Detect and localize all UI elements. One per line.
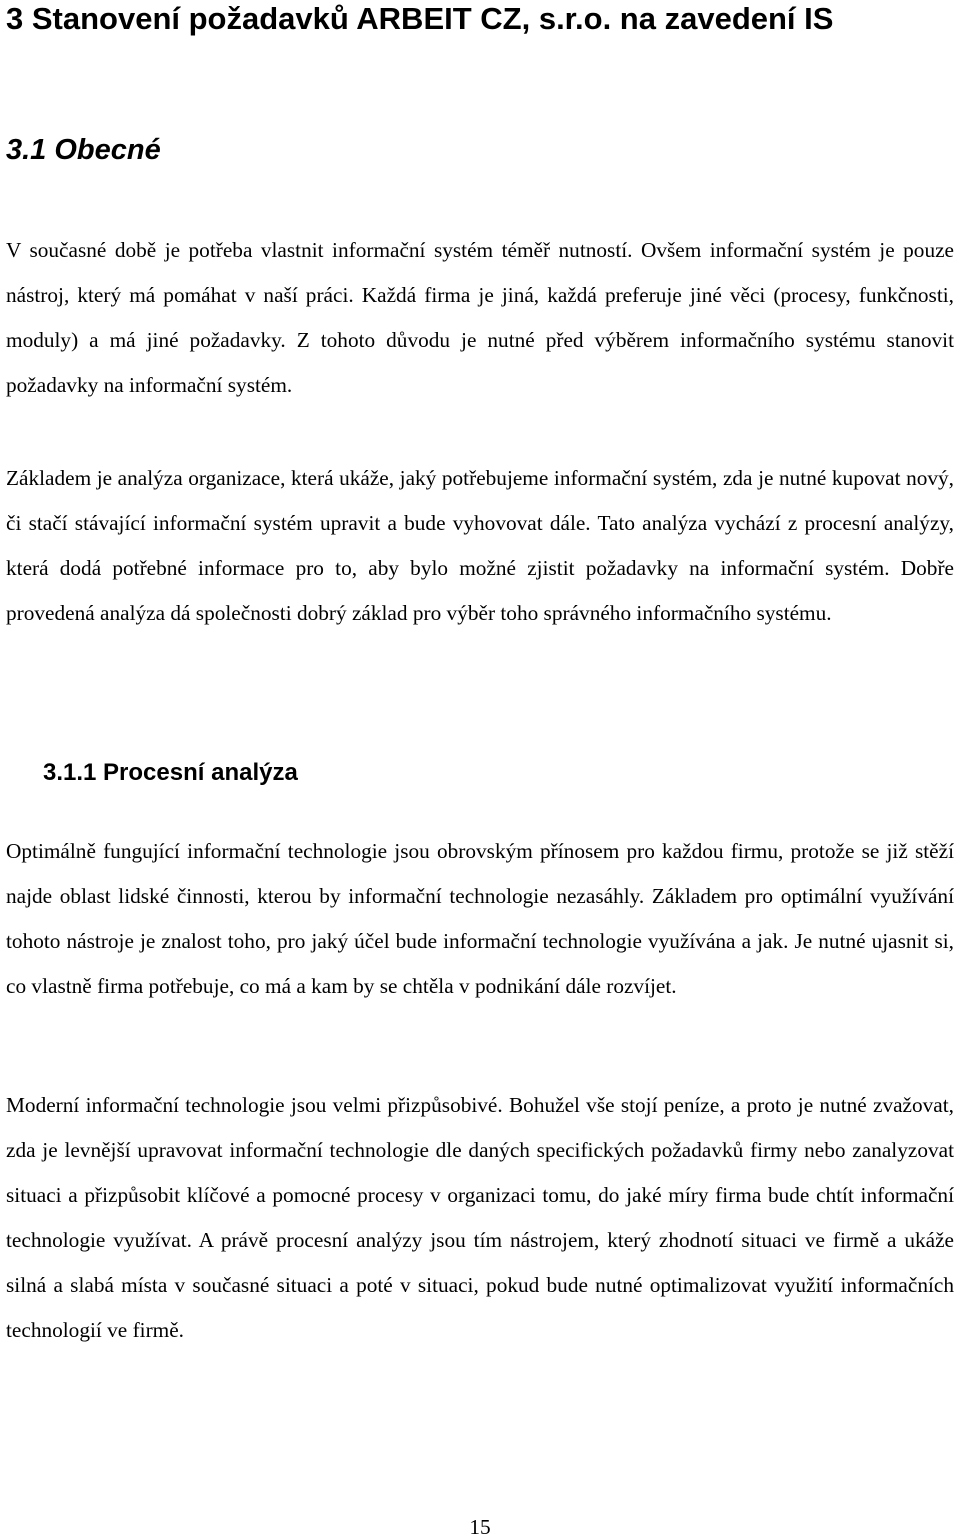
paragraph-1: V současné době je potřeba vlastnit informační systém téměř nutností. Ovšem informační systém je pouze nástroj, který má pomáhat v naší práci. Každá firma je jiná, každá preferuje jiné věci (procesy, funkčnosti, moduly) a má jiné požadavky. Z tohoto důvodu je nutné před výběrem informačního systému stanovit požadavky na informační systém. [6,238,954,397]
subsection-heading: 3.1.1 Procesní analýza [43,759,298,786]
paragraph-3: Optimálně fungující informační technologie jsou obrovským přínosem pro každou firmu, protože se již stěží najde oblast lidské činnosti, kterou by informační technologie nezasáhly. Základem pro optimální využívání tohoto nástroje je znalost toho, pro jaký účel bude informační technologie využívána a jak. Je nutné ujasnit si, co vlastně firma potřebuje, co má a kam by se chtěla v podnikání dále rozvíjet. [6,839,954,998]
paragraph-2: Základem je analýza organizace, která ukáže, jaký potřebujeme informační systém, zda je nutné kupovat nový, či stačí stávající informační systém upravit a bude vyhovovat dále. Tato analýza vychází z procesní analýzy, která dodá potřebné informace pro to, aby bylo možné zjistit požadavky na informační systém. Dobře provedená analýza dá společnosti dobrý základ pro výběr toho správného informačního systému. [6,466,954,625]
section-heading: 3.1 Obecné [6,134,161,166]
page-number: 15 [469,1515,491,1539]
paragraph-4: Moderní informační technologie jsou velmi přizpůsobivé. Bohužel vše stojí peníze, a proto je nutné zvažovat, zda je levnější upravovat informační technologie dle daných specifických požadavků firmy nebo zanalyzovat situaci a přizpůsobit klíčové a pomocné procesy v organizaci tomu, do jaké míry firma bude chtít informační technologie využívat. A právě procesní analýzy jsou tím nástrojem, který zhodnotí situaci ve firmě a ukáže silná a slabá místa v současné situaci a poté v situaci, pokud bude nutné optimalizovat využití informačních technologií ve firmě. [6,1093,954,1342]
chapter-heading: 3 Stanovení požadavků ARBEIT CZ, s.r.o. na zavedení IS [6,1,834,36]
